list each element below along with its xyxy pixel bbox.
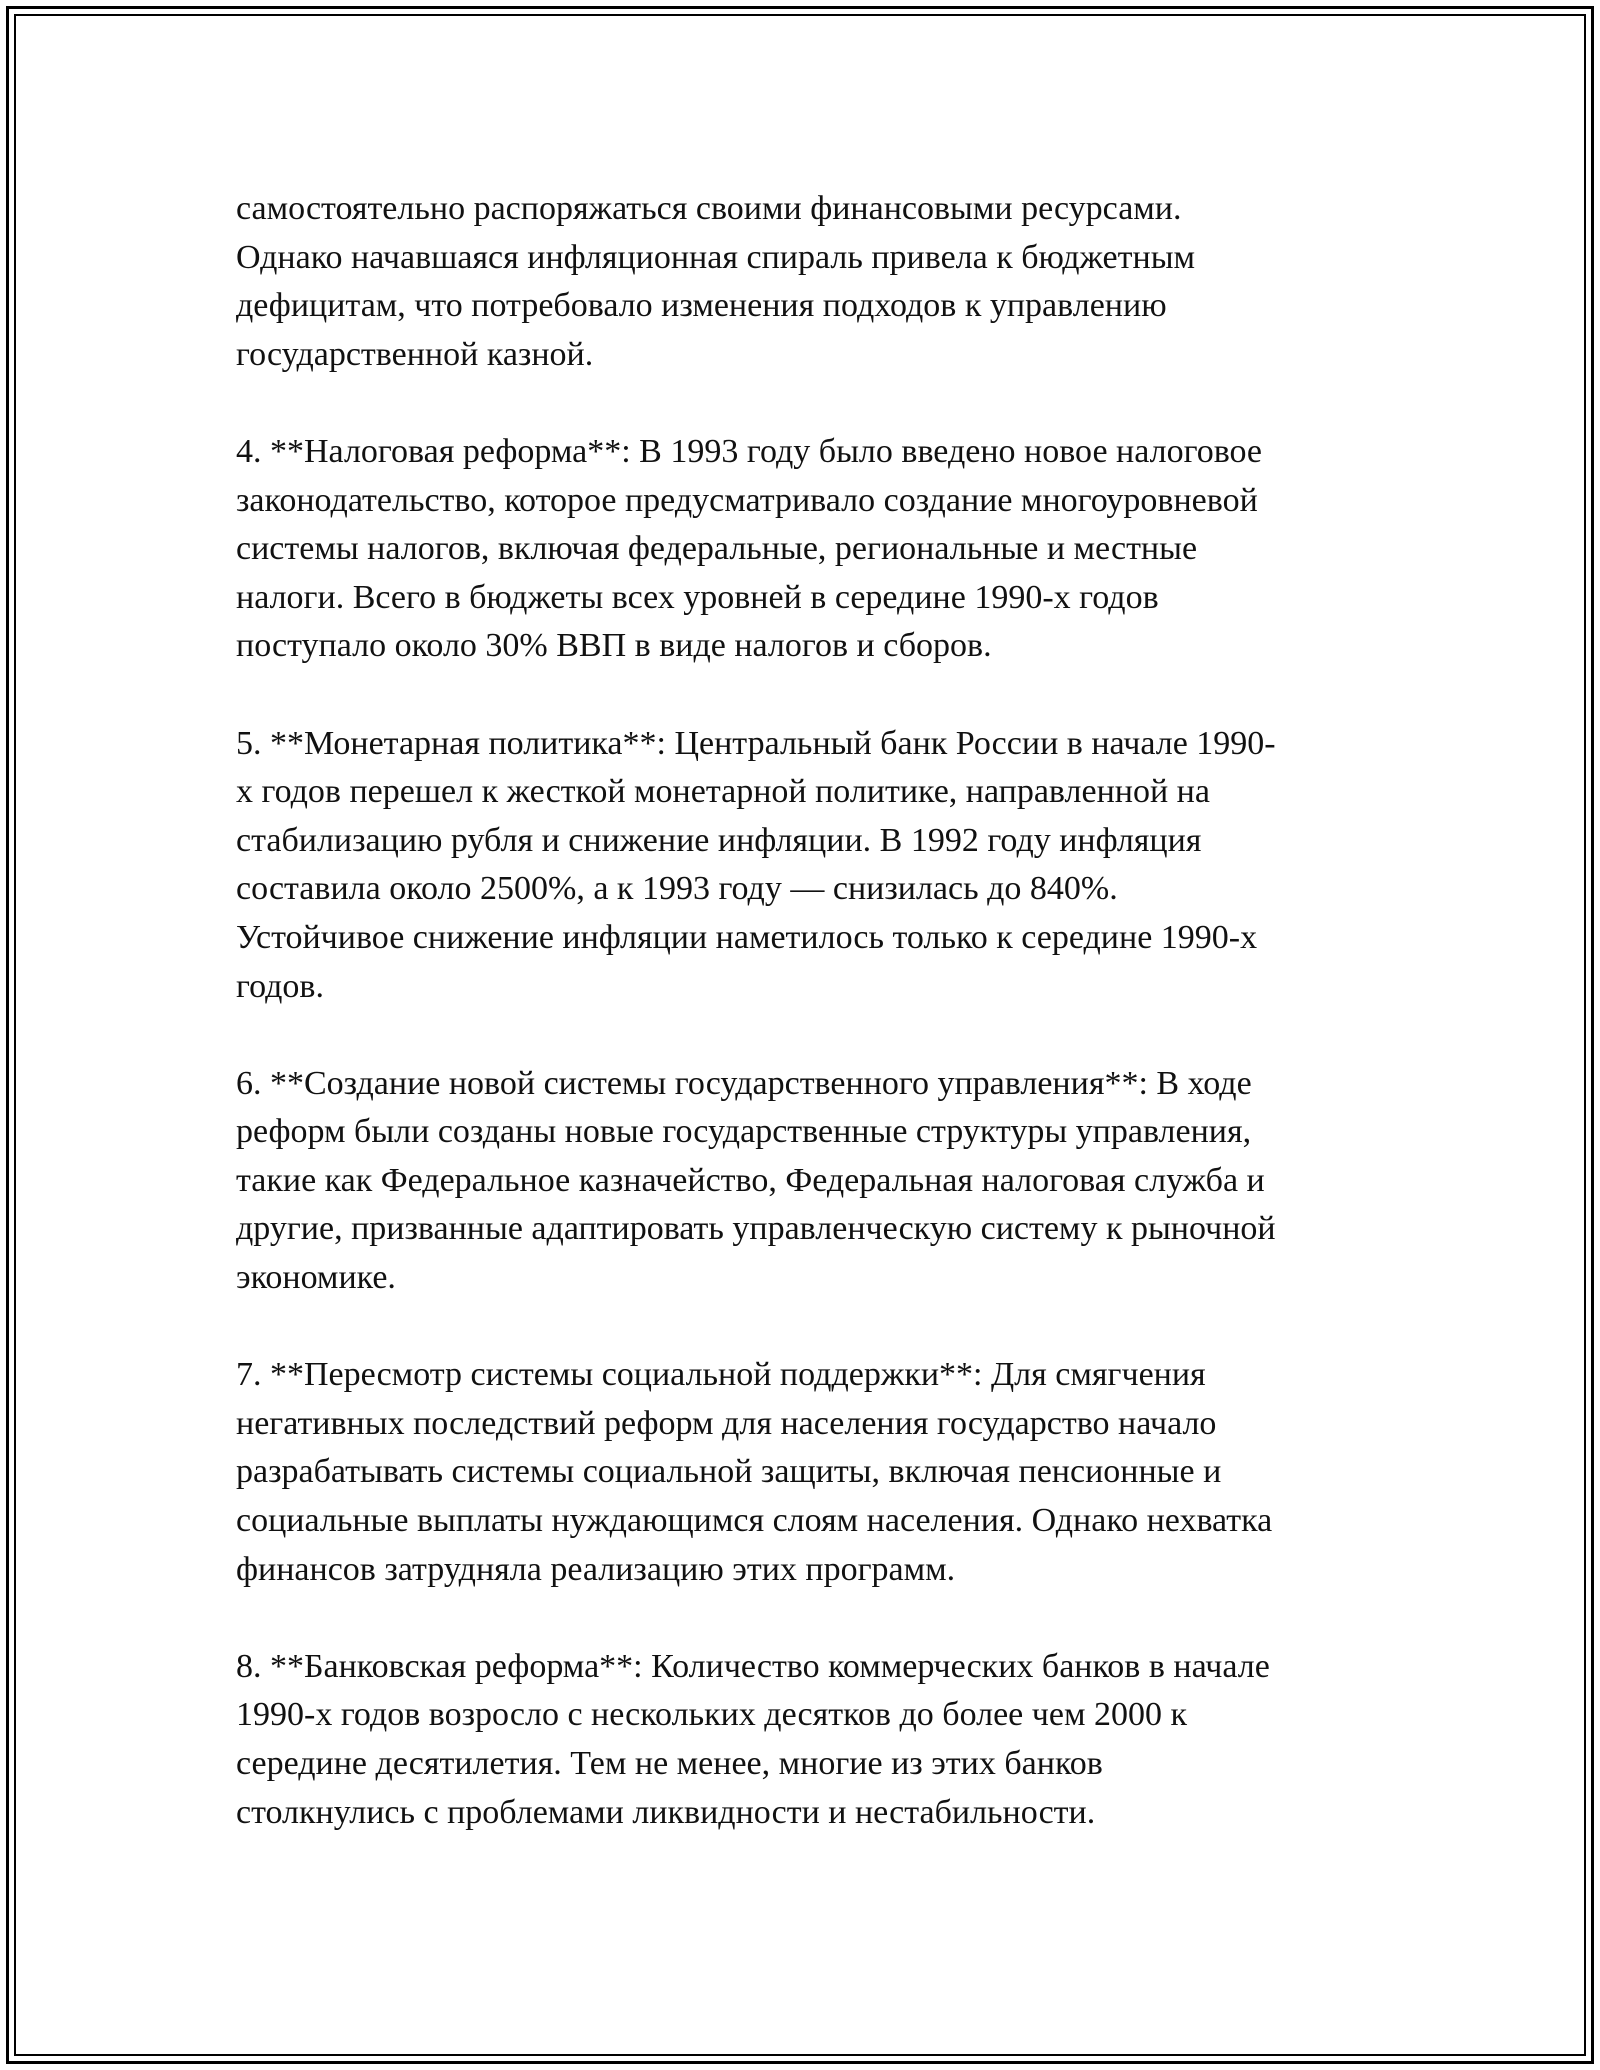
text-line: разрабатывать системы социальной защиты, включая пенсионные и	[236, 1453, 1222, 1491]
paragraph-banking-reform	[236, 1643, 1416, 1837]
text-line: Однако начавшаяся инфляционная спираль привела к бюджетным	[236, 238, 1196, 276]
text-line: другие, призванные адаптировать управленческую систему к рыночной	[236, 1210, 1276, 1248]
paragraph-tax-reform	[236, 428, 1416, 671]
text-line: государственной казной.	[236, 335, 594, 373]
text-line: финансов затрудняла реализацию этих программ.	[236, 1550, 956, 1588]
text-line: столкнулись с проблемами ликвидности и нестабильности.	[236, 1793, 1096, 1831]
paragraph-monetary-policy	[236, 720, 1416, 1012]
text-line: середине десятилетия. Тем не менее, многие из этих банков	[236, 1745, 1103, 1782]
text-line: налоги. Всего в бюджеты всех уровней в середине 1990-х годов	[236, 578, 1159, 616]
text-line: экономике.	[236, 1259, 396, 1297]
paragraph-government-system	[236, 1060, 1416, 1303]
text-line: 5. **Монетарная политика**: Центральный банк России в начале 1990-	[236, 724, 1276, 762]
text-line: 6. **Создание новой системы государственного управления**: В ходе	[236, 1064, 1252, 1102]
text-line: негативных последствий реформ для населения государство начало	[236, 1404, 1217, 1442]
text-line: социальные выплаты нуждающимся слоям населения. Однако нехватка	[236, 1502, 1273, 1540]
text-line: 4. **Налоговая реформа**: В 1993 году было введено новое налоговое	[236, 432, 1263, 470]
document-body	[236, 185, 1416, 1837]
text-line: законодательство, которое предусматривало создание многоуровневой	[236, 481, 1258, 519]
text-line: составила около 2500%, а к 1993 году — снизилась до 840%.	[236, 870, 1118, 908]
paragraph-treasury-continuation	[236, 185, 1416, 379]
text-line: стабилизацию рубля и снижение инфляции. В 1992 году инфляция	[236, 821, 1202, 859]
text-line: годов.	[236, 967, 324, 1005]
text-line: 8. **Банковская реформа**: Количество коммерческих банков в начале	[236, 1647, 1270, 1685]
paragraph-social-support	[236, 1351, 1416, 1594]
text-line: дефицитам, что потребовало изменения подходов к управлению	[236, 287, 1167, 325]
text-line: системы налогов, включая федеральные, региональные и местные	[236, 530, 1198, 568]
text-line: 7. **Пересмотр системы социальной поддержки**: Для смягчения	[236, 1356, 1206, 1394]
text-line: х годов перешел к жесткой монетарной политике, направленной на	[236, 773, 1210, 811]
text-line: реформ были созданы новые государственные структуры управления,	[236, 1113, 1252, 1151]
text-line: поступало около 30% ВВП в виде налогов и сборов.	[236, 627, 992, 665]
text-line: самостоятельно распоряжаться своими финансовыми ресурсами.	[236, 190, 1182, 227]
text-line: такие как Федеральное казначейство, Федеральная налоговая служба и	[236, 1161, 1265, 1199]
text-line: 1990-х годов возросло с нескольких десятков до более чем 2000 к	[236, 1696, 1187, 1734]
text-line: Устойчивое снижение инфляции наметилось только к середине 1990-х	[236, 918, 1258, 956]
